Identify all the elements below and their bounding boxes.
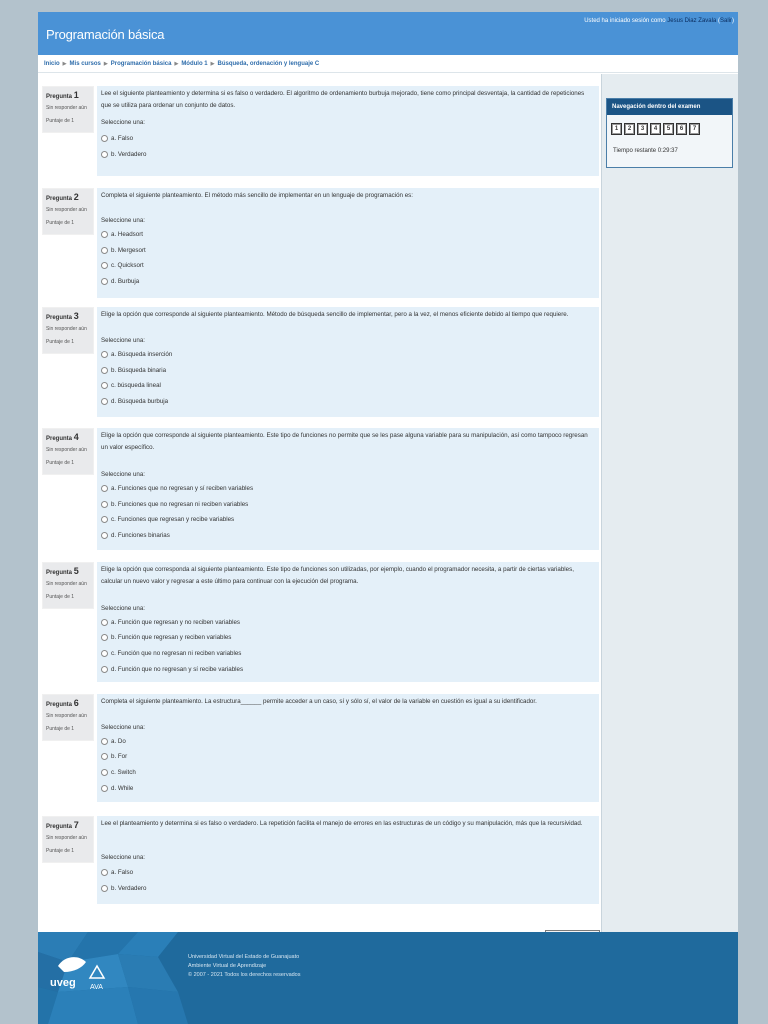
nav-question-5-button[interactable]: 5 [663,123,674,135]
question-prompt: Seleccione una: [101,217,146,224]
question-state: Sin responder aún [46,713,87,719]
footer-platform: Ambiente Virtual de Aprendizaje [188,963,267,969]
question-grade: Puntaje de 1 [46,594,75,600]
question-grade: Puntaje de 1 [46,118,75,124]
page [38,12,738,1024]
quiz-main-column [38,74,600,932]
question-2 [38,188,600,298]
breadcrumb-separator-icon: ▶ [174,61,179,67]
answer-option-label: c. búsqueda lineal [111,381,161,389]
radio-button[interactable] [101,532,108,539]
answer-option-b[interactable] [101,882,146,894]
nav-question-6-button[interactable]: 6 [676,123,687,135]
question-number [46,698,79,708]
nav-question-4-button[interactable]: 4 [650,123,661,135]
question-label: Pregunta [46,570,73,576]
answer-option-b[interactable] [101,631,231,643]
answer-option-c[interactable] [101,766,136,778]
breadcrumb-separator-icon: ▶ [210,61,215,67]
question-content [97,694,599,802]
answer-option-label: a. Falso [111,868,134,876]
answer-option-d[interactable] [101,663,243,675]
answer-option-label: b. Verdadero [111,150,147,158]
nav-question-7-button[interactable]: 7 [689,123,700,135]
breadcrumb-home[interactable]: Inicio [44,61,60,67]
question-text: Completa el siguiente planteamiento. La estructura______ permite acceder a un caso, sí y sólo sí, el valor de la variable en cuestión es igual a su identificador. [101,698,537,705]
question-state: Sin responder aún [46,447,87,453]
question-text: Elige la opción que corresponda al siguiente planteamiento. Este tipo de funciones son utilizadas, por ejemplo, cuando el programador necesita, a partir de ciertas variables, calcular un nuevo valor y regresar a este último para continuar con la ejecución del programa. [101,566,574,585]
question-state: Sin responder aún [46,835,87,841]
question-number-value: 3 [73,311,79,321]
question-label: Pregunta [46,315,73,321]
radio-button[interactable] [101,619,108,626]
question-state: Sin responder aún [46,207,87,213]
answer-option-d[interactable] [101,529,170,541]
breadcrumb-bar [38,57,738,73]
page-footer [38,932,738,1024]
radio-button[interactable] [101,351,108,358]
question-5 [38,562,600,682]
question-grade: Puntaje de 1 [46,848,75,854]
answer-option-b[interactable] [101,364,166,376]
answer-option-b[interactable] [101,498,248,510]
radio-button[interactable] [101,516,108,523]
question-grade: Puntaje de 1 [46,220,75,226]
question-number-value: 5 [73,566,79,576]
radio-button[interactable] [101,501,108,508]
question-text: Elige la opción que corresponde al siguiente planteamiento. Método de búsqueda sencillo de implementar, pero a la vez, el menos eficiente debido al tiempo que requiere. [101,311,569,318]
question-label: Pregunta [46,436,73,442]
answer-option-a[interactable] [101,482,253,494]
question-3 [38,307,600,417]
radio-button[interactable] [101,634,108,641]
radio-button[interactable] [101,382,108,389]
page-header [38,12,738,55]
radio-button[interactable] [101,885,108,892]
answer-option-label: d. Funciones binarias [111,531,170,539]
answer-option-a[interactable] [101,132,133,144]
nav-question-2-button[interactable]: 2 [624,123,635,135]
radio-button[interactable] [101,262,108,269]
question-label: Pregunta [46,196,73,202]
breadcrumb [44,61,319,67]
nav-question-1-button[interactable]: 1 [611,123,622,135]
question-prompt: Seleccione una: [101,854,146,861]
question-number [46,90,79,100]
answer-option-label: b. Verdadero [111,884,147,892]
answer-option-label: d. Función que no regresan y sí recibe variables [111,665,244,673]
question-prompt: Seleccione una: [101,605,146,612]
uveg-logo-text: uveg [50,977,76,989]
question-number-value: 1 [73,90,79,100]
quiz-navigation-block [606,98,733,168]
question-number [46,566,79,576]
logout-link[interactable]: Salir [719,18,732,24]
answer-option-label: b. Función que regresan y reciben variables [111,633,232,641]
question-number-value: 7 [73,820,79,830]
answer-option-label: a. Función que regresan y no reciben variables [111,618,240,626]
question-number-value: 2 [73,192,79,202]
question-number [46,820,79,830]
answer-option-c[interactable] [101,259,144,271]
question-prompt: Seleccione una: [101,119,146,126]
question-label: Pregunta [46,94,73,100]
question-number [46,432,79,442]
question-number-value: 4 [73,432,79,442]
question-prompt: Seleccione una: [101,724,146,731]
answer-option-b[interactable] [101,750,127,762]
question-grade: Puntaje de 1 [46,726,75,732]
question-number-value: 6 [73,698,79,708]
answer-option-label: c. Funciones que regresan y recibe variables [111,515,235,523]
radio-button[interactable] [101,753,108,760]
radio-button[interactable] [101,869,108,876]
answer-option-label: a. Headsort [111,230,143,238]
footer-logo-graphic [38,932,198,1024]
question-info [42,86,94,133]
radio-button[interactable] [101,650,108,657]
question-state: Sin responder aún [46,581,87,587]
answer-option-c[interactable] [101,379,161,391]
breadcrumb-course[interactable]: Programación básica [110,61,172,67]
radio-button[interactable] [101,485,108,492]
breadcrumb-quiz[interactable]: Búsqueda, ordenación y lenguaje C [217,61,320,67]
answer-option-label: c. Función que no regresan ni reciben variables [111,649,242,657]
question-7 [38,816,600,904]
answer-option-d[interactable] [101,275,139,287]
ava-logo-text: AVA [90,984,103,991]
question-content [97,816,599,904]
answer-option-d[interactable] [101,395,168,407]
question-content [97,562,599,682]
answer-option-label: b. Funciones que no regresan ni reciben variables [111,500,249,508]
question-1 [38,86,600,176]
question-info [42,562,94,609]
question-info [42,694,94,741]
radio-button[interactable] [101,398,108,405]
answer-option-label: b. Búsqueda binaria [111,366,167,374]
answer-option-label: a. Falso [111,134,134,142]
user-profile-link[interactable]: Jesus Diaz Zavala [667,18,717,24]
radio-button[interactable] [101,367,108,374]
answer-option-label: a. Funciones que no regresan y sí reciben variables [111,484,254,492]
logout-close-paren: ) [732,18,734,24]
footer-university: Universidad Virtual del Estado de Guanajuato [188,954,300,960]
breadcrumb-my-courses[interactable]: Mis cursos [69,61,101,67]
radio-button[interactable] [101,738,108,745]
breadcrumb-separator-icon: ▶ [103,61,108,67]
quiz-navigation-buttons [611,123,700,135]
question-content [97,307,599,417]
radio-button[interactable] [101,135,108,142]
answer-option-label: c. Quicksort [111,261,144,269]
site-title[interactable]: Programación básica [46,27,165,42]
answer-option-a[interactable] [101,735,126,747]
quiz-navigation-title: Navegación dentro del examen [607,99,732,115]
question-4 [38,428,600,550]
question-6 [38,694,600,802]
answer-option-label: d. Burbuja [111,277,140,285]
sidebar [601,74,738,932]
question-state: Sin responder aún [46,105,87,111]
question-state: Sin responder aún [46,326,87,332]
answer-option-b[interactable] [101,244,146,256]
login-prefix: Usted ha iniciado sesión como [584,18,666,24]
answer-option-b[interactable] [101,148,146,160]
question-text: Elige la opción que corresponde al siguiente planteamiento. Este tipo de funciones no permite que se les pase alguna variable para su manipulación, así como tampoco regresan un valor específico. [101,432,588,451]
question-text: Lee el siguiente planteamiento y determina si es falso o verdadero. El algoritmo de ordenamiento burbuja mejorado, tiene como principal desventaja, la cantidad de repeticiones que se utiliza para ordenar un conjunto de datos. [101,90,585,109]
answer-option-a[interactable] [101,348,172,360]
answer-option-label: a. Búsqueda inserción [111,350,173,358]
footer-text [188,953,301,980]
question-prompt: Seleccione una: [101,337,146,344]
question-number [46,311,79,321]
question-info [42,307,94,354]
answer-option-a[interactable] [101,228,143,240]
question-content [97,188,599,298]
radio-button[interactable] [101,231,108,238]
question-info [42,816,94,863]
answer-option-c[interactable] [101,647,241,659]
answer-option-label: b. For [111,752,128,760]
question-label: Pregunta [46,702,73,708]
radio-button[interactable] [101,278,108,285]
answer-option-c[interactable] [101,513,234,525]
radio-button[interactable] [101,769,108,776]
question-number [46,192,79,202]
question-content [97,86,599,176]
answer-option-a[interactable] [101,616,240,628]
question-grade: Puntaje de 1 [46,339,75,345]
question-text: Completa el siguiente planteamiento. El método más sencillo de implementar en un lenguaje de programación es: [101,192,413,199]
time-remaining: Tiempo restante 0:29:37 [613,148,678,154]
question-grade: Puntaje de 1 [46,460,75,466]
breadcrumb-separator-icon: ▶ [62,61,67,67]
question-prompt: Seleccione una: [101,471,146,478]
radio-button[interactable] [101,666,108,673]
login-info [584,18,734,24]
answer-option-label: c. Switch [111,768,136,776]
answer-option-label: d. Búsqueda burbuja [111,397,169,405]
question-label: Pregunta [46,824,73,830]
logout-open-paren: ( [717,18,720,24]
question-content [97,428,599,550]
radio-button[interactable] [101,785,108,792]
breadcrumb-module[interactable]: Módulo 1 [181,61,208,67]
answer-option-a[interactable] [101,866,133,878]
nav-question-3-button[interactable]: 3 [637,123,648,135]
radio-button[interactable] [101,151,108,158]
question-info [42,428,94,475]
answer-option-label: a. Do [111,737,126,745]
footer-copyright: © 2007 - 2021 Todos los derechos reservados [188,972,301,978]
answer-option-label: b. Mergesort [111,246,146,254]
question-text: Lee el planteamiento y determina si es falso o verdadero. La repetición facilita el manejo de errores en las estructuras de un código y su manipulación, más que la recursividad. [101,820,583,827]
answer-option-d[interactable] [101,782,133,794]
radio-button[interactable] [101,247,108,254]
question-info [42,188,94,235]
answer-option-label: d. While [111,784,134,792]
